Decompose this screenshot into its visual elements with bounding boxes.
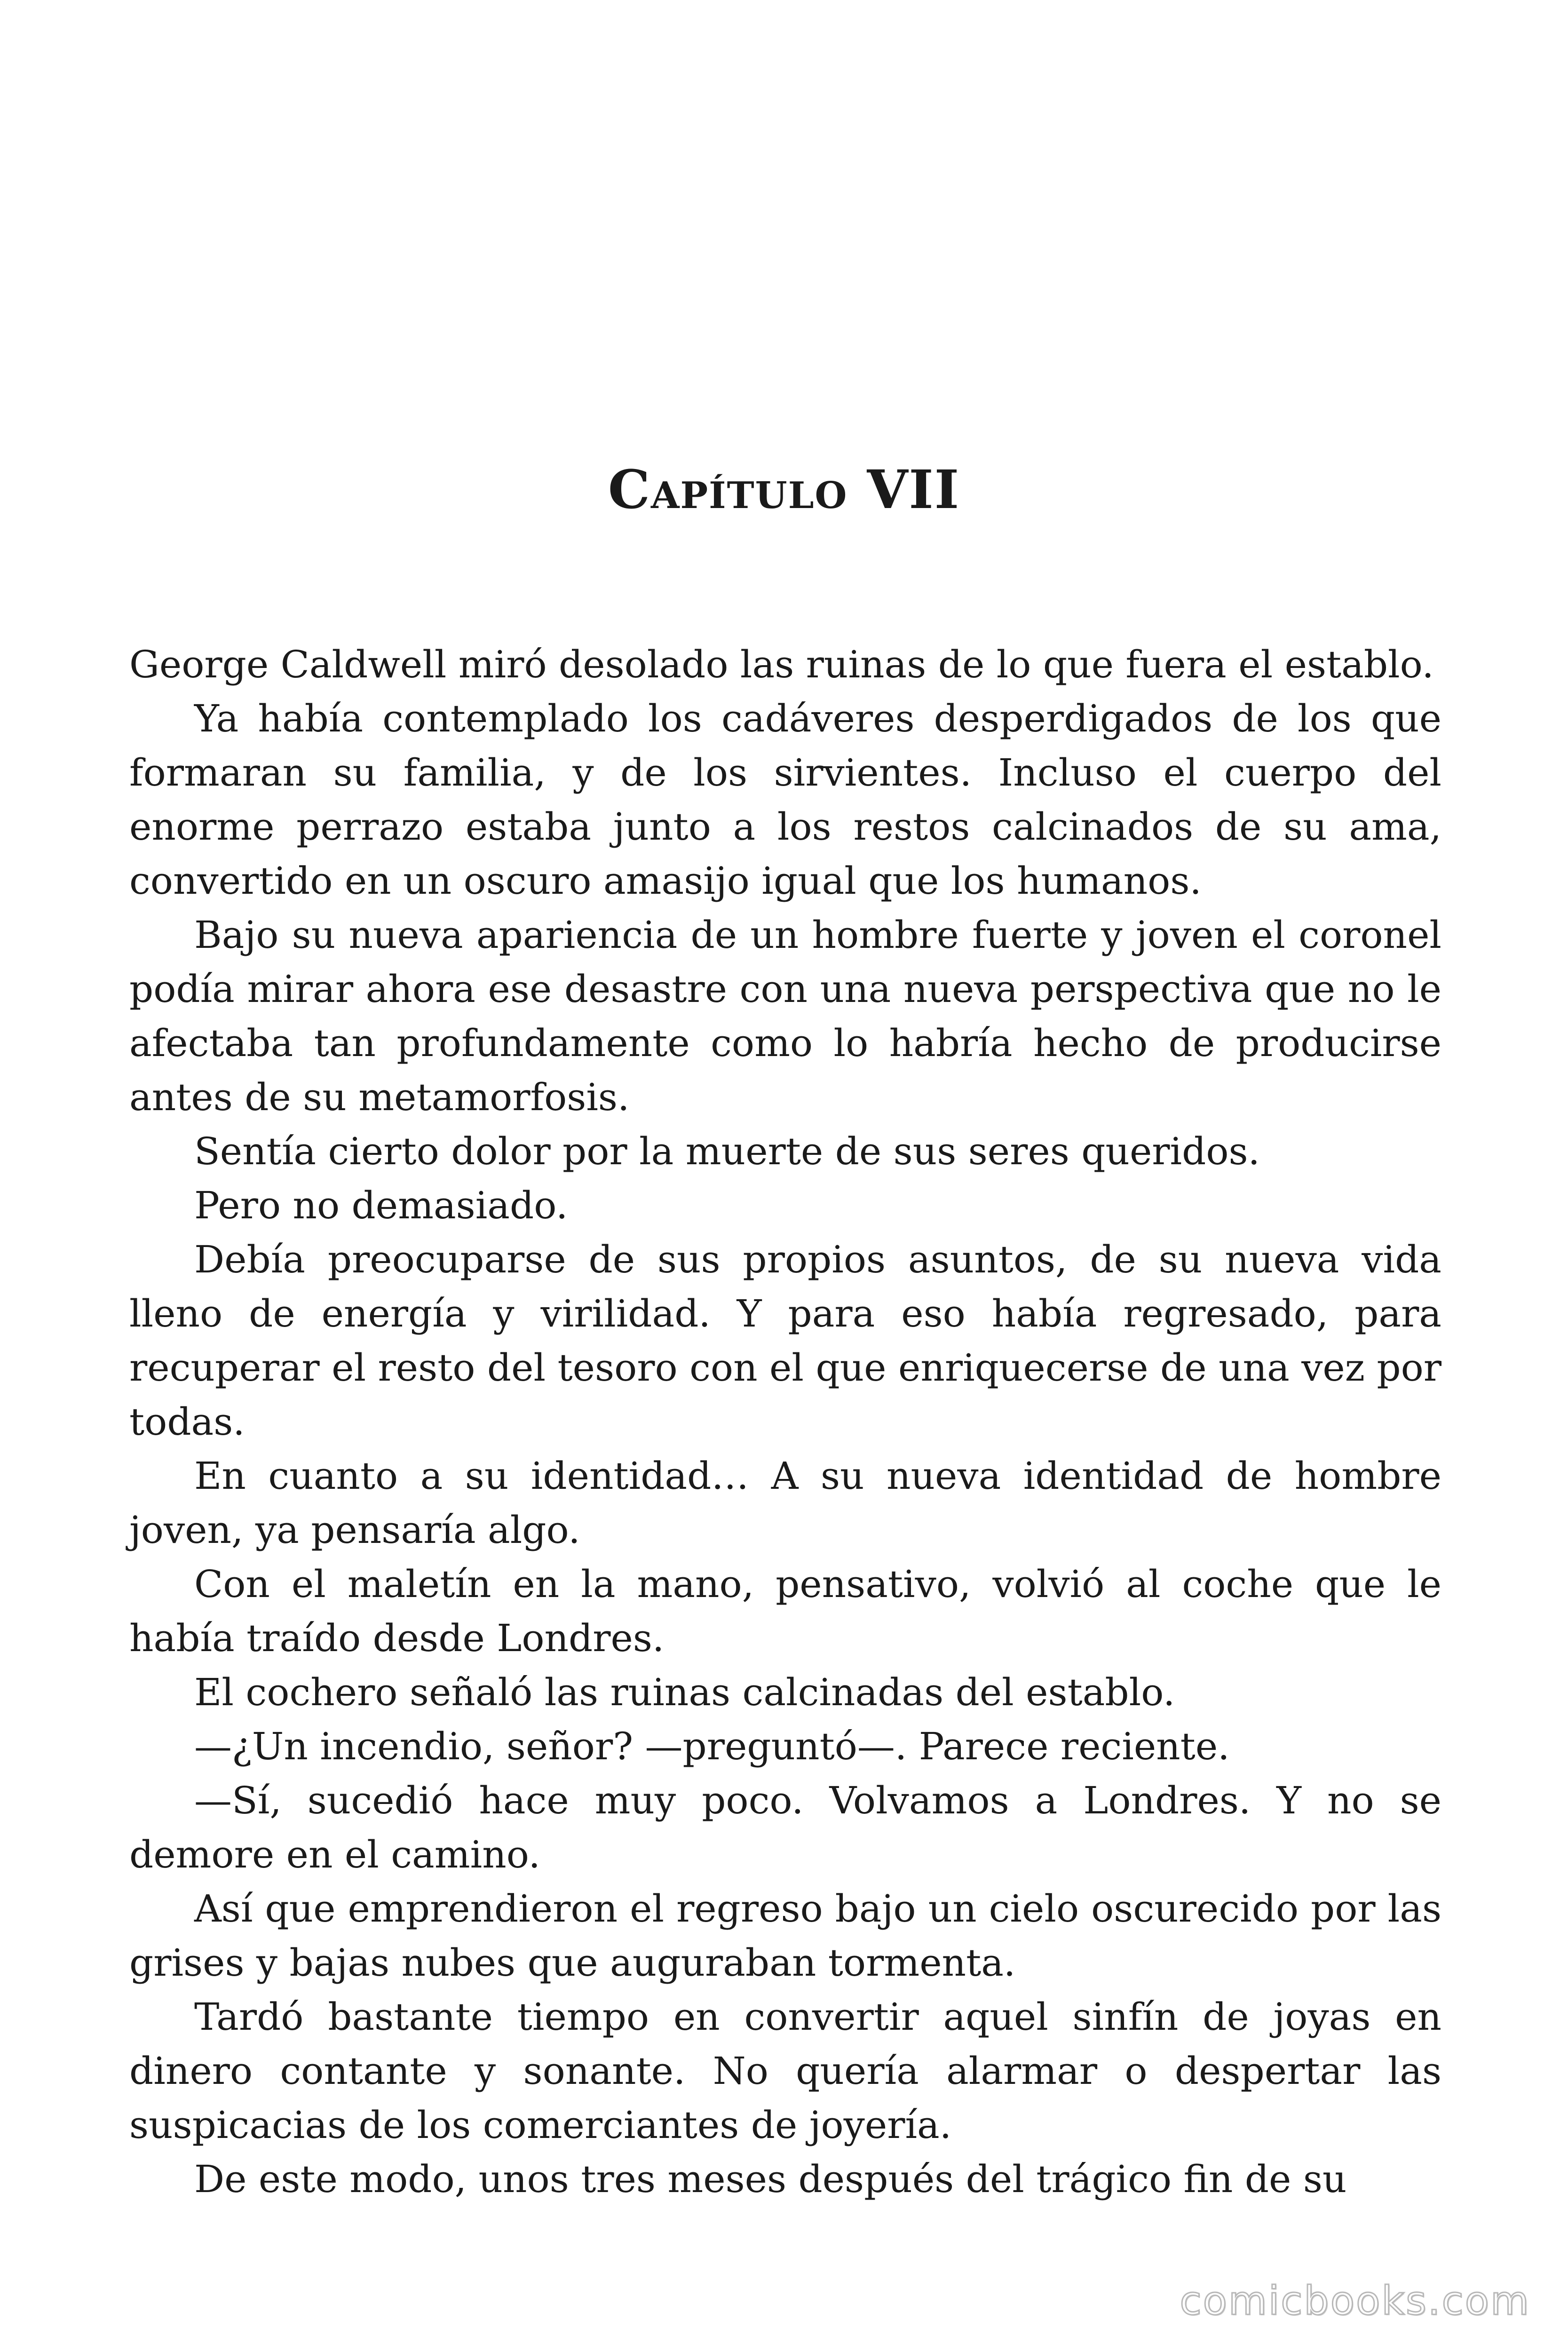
paragraph: Con el maletín en la mano, pensativo, volvió al coche que le había traído desde Londres.: [129, 1562, 1441, 1660]
paragraph: En cuanto a su identidad… A su nueva identidad de hombre joven, ya pensaría algo.: [129, 1454, 1441, 1552]
paragraph: El cochero señaló las ruinas calcinadas del establo.: [194, 1670, 1175, 1714]
paragraph: Tardó bastante tiempo en convertir aquel sinfín de joyas en dinero contante y sonante. No quería alarmar o despertar las suspicacias de los comerciantes de joyería.: [129, 1995, 1441, 2147]
paragraph: Así que emprendieron el regreso bajo un cielo oscurecido por las grises y bajas nubes que auguraban tormenta.: [129, 1887, 1441, 1985]
paragraph: De este modo, unos tres meses después del trágico fin de su: [194, 2157, 1347, 2201]
paragraph: Debía preocuparse de sus propios asuntos, de su nueva vida lleno de energía y virilidad. Y para eso había regresado, para recuperar el resto del tesoro con el que enriquecerse de una vez por todas.: [129, 1238, 1441, 1444]
paragraph: Ya había contemplado los cadáveres desperdigados de los que formaran su familia, y de los sirvientes. Incluso el cuerpo del enorme perrazo estaba junto a los restos calcinados de su ama, convertido en un oscuro amasijo igual que los humanos.: [129, 697, 1441, 903]
paragraph: Bajo su nueva apariencia de un hombre fuerte y joven el coronel podía mirar ahora ese desastre con una nueva perspectiva que no le afectaba tan profundamente como lo habría hecho de producirse antes de su metamorfosis.: [129, 913, 1441, 1119]
dialogue-line: —¿Un incendio, señor? —preguntó—. Parece reciente.: [194, 1724, 1230, 1768]
paragraph: Pero no demasiado.: [194, 1184, 568, 1227]
paragraph: Sentía cierto dolor por la muerte de sus seres queridos.: [194, 1129, 1260, 1173]
watermark: comicbooks.com: [1180, 2278, 1530, 2324]
dialogue-line: —Sí, sucedió hace muy poco. Volvamos a Londres. Y no se demore en el camino.: [129, 1779, 1441, 1876]
paragraph: George Caldwell miró desolado las ruinas de lo que fuera el establo.: [129, 643, 1434, 686]
chapter-title: Capítulo VII: [608, 459, 960, 521]
chapter-body: [129, 637, 1441, 2206]
